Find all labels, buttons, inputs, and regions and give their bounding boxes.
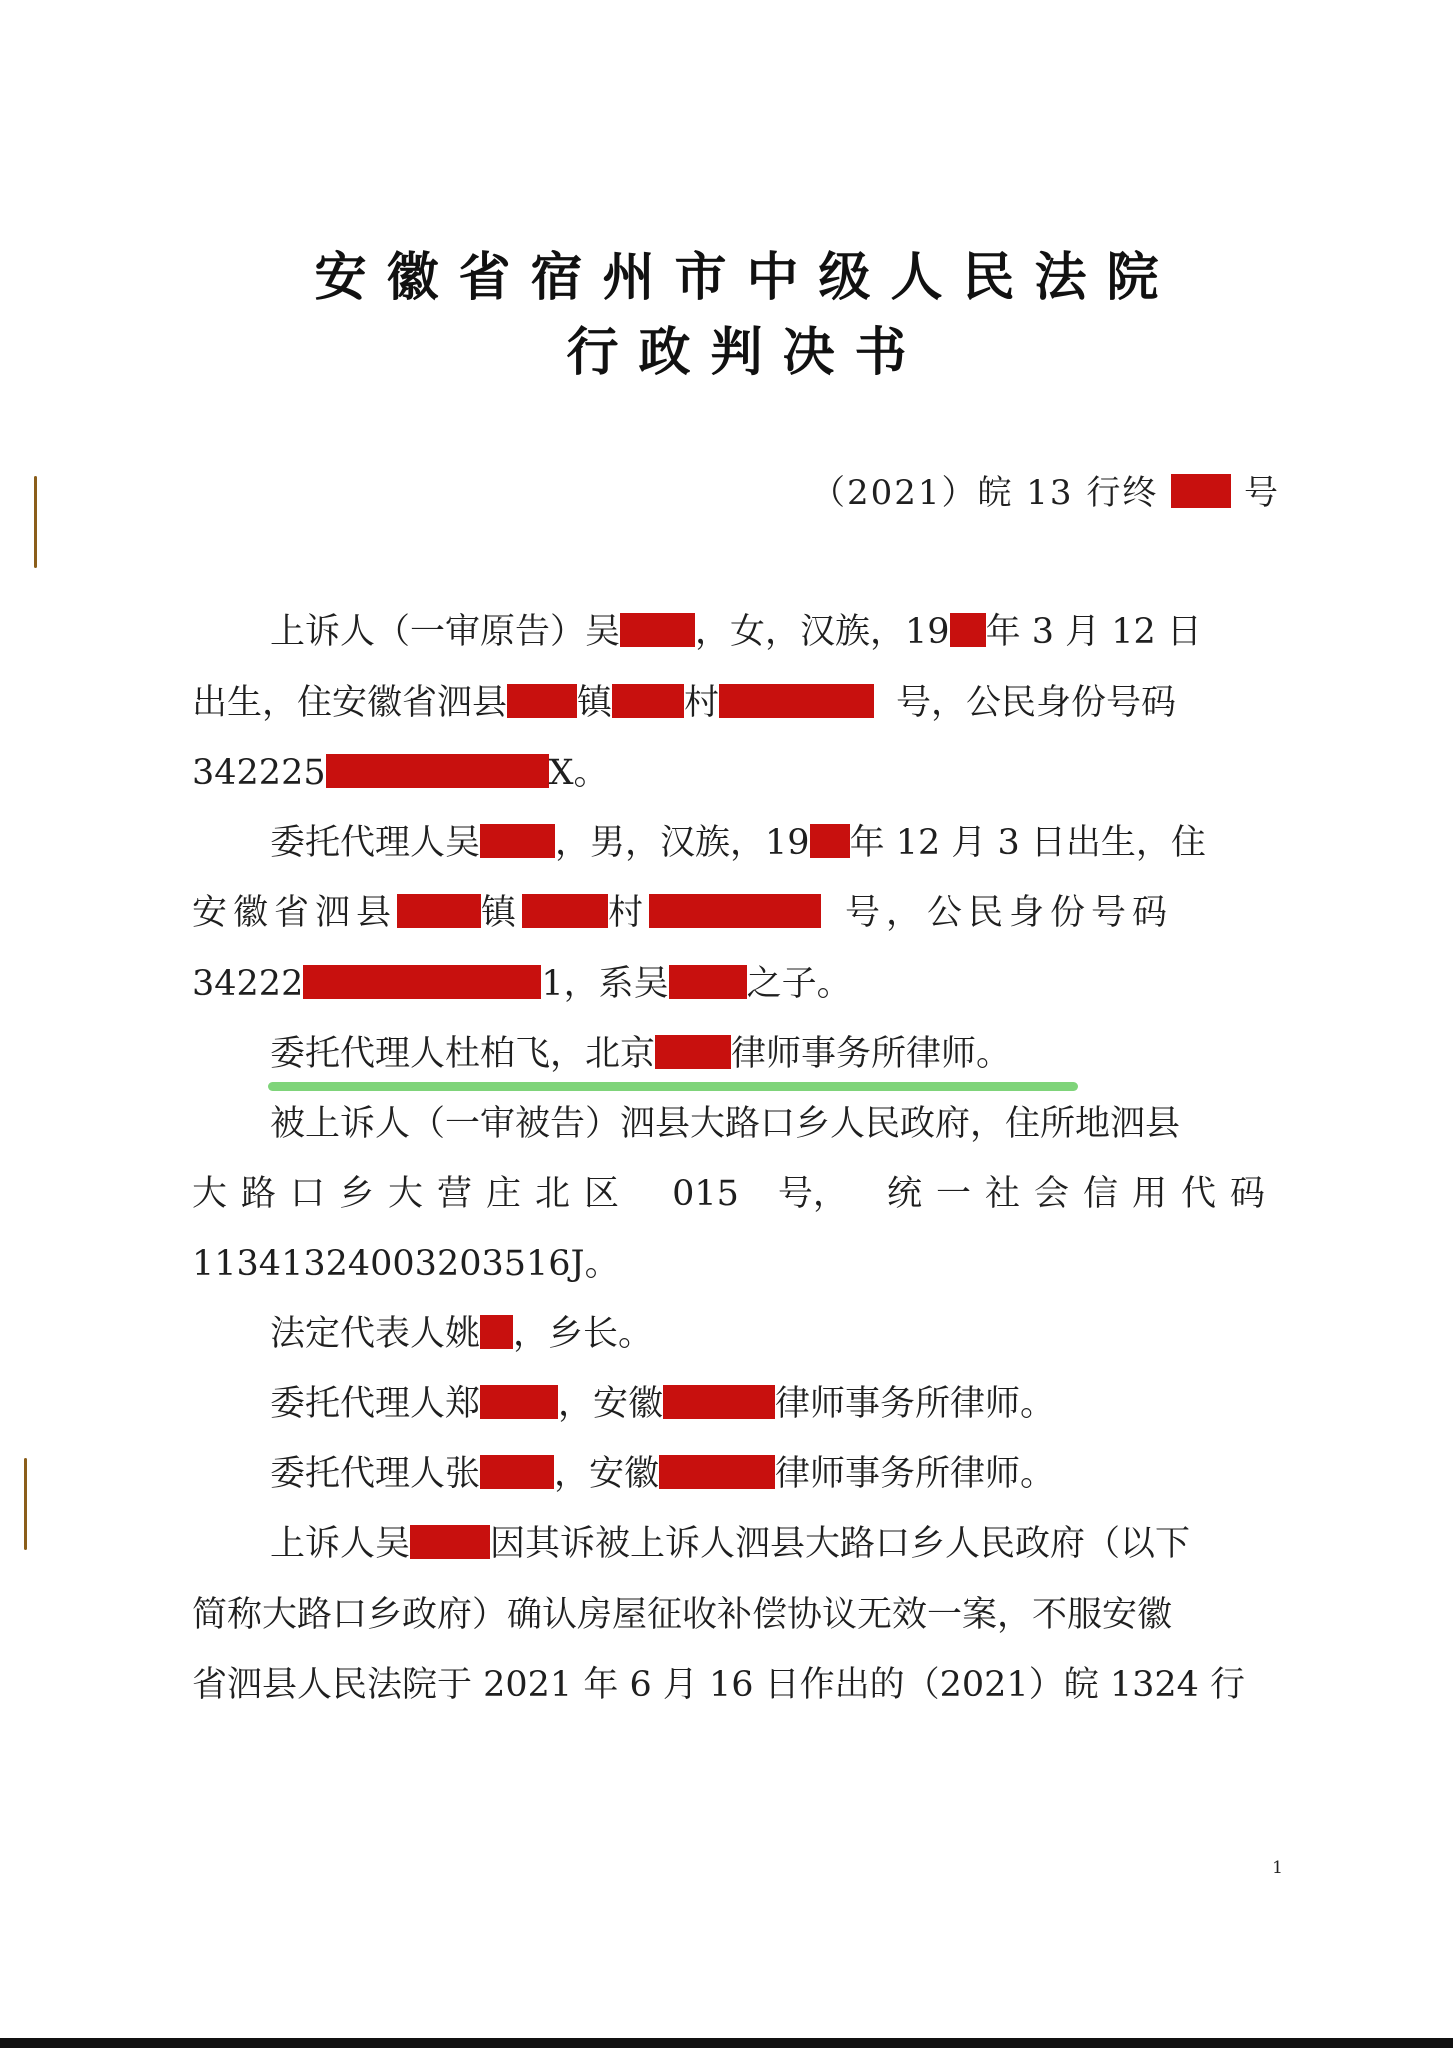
text: 村 bbox=[608, 893, 650, 933]
appellant-line-1 bbox=[192, 609, 1357, 655]
redaction bbox=[950, 613, 986, 647]
redaction bbox=[410, 1525, 490, 1559]
redaction bbox=[649, 894, 821, 928]
text: 律师事务所律师。 bbox=[731, 1034, 1012, 1074]
redaction bbox=[612, 684, 684, 718]
document-type: 行政判决书 bbox=[566, 323, 927, 383]
redaction bbox=[397, 894, 481, 928]
redaction bbox=[480, 1315, 513, 1349]
text: 之子。 bbox=[746, 964, 852, 1004]
text: 简称大路口乡政府）确认房屋征收补偿协议无效一案，不服安徽 bbox=[192, 1595, 1173, 1635]
text: ，安徽 bbox=[554, 1454, 660, 1494]
text: 镇 bbox=[481, 893, 523, 933]
margin-mark-bottom bbox=[24, 1458, 27, 1550]
text: 号， bbox=[777, 1174, 848, 1214]
redaction bbox=[1171, 474, 1231, 508]
redaction bbox=[655, 1035, 731, 1069]
text: 被上诉人（一审被告）泗县大路口乡人民政府，住所地泗县 bbox=[270, 1104, 1181, 1144]
redaction bbox=[669, 965, 747, 999]
text: X。 bbox=[548, 753, 609, 793]
text: 委托代理人郑 bbox=[270, 1384, 481, 1424]
redaction bbox=[663, 1385, 775, 1419]
appellee-line-3 bbox=[192, 1241, 1279, 1287]
text: 上诉人（一审原告）吴 bbox=[270, 612, 621, 652]
appellee-line-2 bbox=[192, 1171, 1279, 1217]
text: 年 12 月 3 日出生，住 bbox=[849, 823, 1206, 863]
text: 因其诉被上诉人泗县大路口乡人民政府（以下 bbox=[490, 1524, 1191, 1564]
text: ，女，汉族，19 bbox=[695, 612, 950, 652]
agent2-line-1 bbox=[192, 1031, 1357, 1077]
summary-line-3 bbox=[192, 1662, 1279, 1708]
redaction bbox=[620, 613, 695, 647]
summary-line-2 bbox=[192, 1592, 1279, 1638]
case-number-suffix: 号 bbox=[1244, 473, 1280, 513]
text: 安徽省泗县 bbox=[192, 893, 398, 933]
redaction bbox=[522, 894, 608, 928]
appellee-line-1 bbox=[192, 1101, 1357, 1147]
text: 015 bbox=[672, 1174, 739, 1214]
text: 11341324003203516J。 bbox=[192, 1244, 620, 1284]
text: 出生，住安徽省泗县 bbox=[192, 683, 508, 723]
court-name: 安徽省宿州市中级人民法院 bbox=[314, 248, 1179, 308]
text: 号，公民身份号码 bbox=[896, 683, 1177, 723]
appellant-line-2 bbox=[192, 680, 1279, 726]
page-number: 1 bbox=[1272, 1858, 1283, 1878]
text: ，男，汉族，19 bbox=[555, 823, 810, 863]
agent3-line bbox=[192, 1381, 1357, 1427]
case-number bbox=[811, 465, 1280, 514]
text: 委托代理人杜柏飞，北京 bbox=[270, 1034, 656, 1074]
text: 号，公民身份号码 bbox=[845, 893, 1174, 933]
text: 法定代表人姚 bbox=[270, 1314, 481, 1354]
green-highlight-underline bbox=[268, 1082, 1078, 1091]
text: 委托代理人张 bbox=[270, 1454, 481, 1494]
redaction bbox=[507, 684, 577, 718]
agent1-line-1 bbox=[192, 820, 1357, 866]
redaction bbox=[303, 965, 541, 999]
text: 上诉人吴 bbox=[270, 1524, 411, 1564]
text: 律师事务所律师。 bbox=[775, 1384, 1056, 1424]
text: ，安徽 bbox=[558, 1384, 664, 1424]
text: 342225 bbox=[192, 753, 326, 793]
redaction bbox=[719, 684, 874, 718]
redaction bbox=[326, 754, 549, 788]
margin-mark-top bbox=[34, 476, 37, 568]
scan-bottom-edge bbox=[0, 2038, 1453, 2048]
text: 镇 bbox=[577, 683, 613, 723]
text: 34222 bbox=[192, 964, 304, 1004]
text: ，乡长。 bbox=[513, 1314, 654, 1354]
agent4-line bbox=[192, 1451, 1357, 1497]
redaction bbox=[480, 1455, 554, 1489]
summary-line-1 bbox=[192, 1521, 1357, 1567]
redaction bbox=[480, 824, 555, 858]
text: 委托代理人吴 bbox=[270, 823, 481, 863]
redaction bbox=[810, 824, 850, 858]
text: 年 3 月 12 日 bbox=[985, 612, 1202, 652]
text: 统一社会信用代码 bbox=[886, 1174, 1279, 1214]
text: 村 bbox=[684, 683, 720, 723]
legal-rep-line bbox=[192, 1311, 1357, 1357]
text: 律师事务所律师。 bbox=[775, 1454, 1056, 1494]
agent1-line-2 bbox=[192, 890, 1279, 936]
text: 大路口乡大营庄北区 bbox=[192, 1174, 634, 1214]
case-number-prefix: （2021）皖 13 行终 bbox=[810, 473, 1159, 513]
appellant-line-3 bbox=[192, 750, 1279, 796]
redaction bbox=[659, 1455, 775, 1489]
text: 1，系吴 bbox=[541, 964, 669, 1004]
agent1-line-3 bbox=[192, 961, 1279, 1007]
text: 省泗县人民法院于 2021 年 6 月 16 日作出的（2021）皖 1324 行 bbox=[192, 1665, 1246, 1705]
redaction bbox=[480, 1385, 558, 1419]
